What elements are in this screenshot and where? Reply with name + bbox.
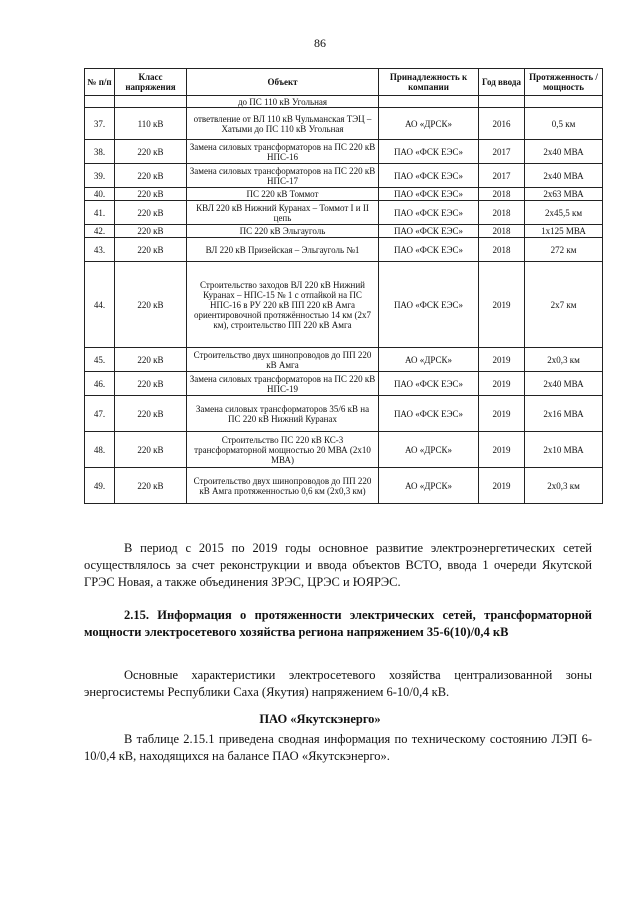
table-cell: Замена силовых трансформаторов на ПС 220 кВ НПС-19 [187,372,379,396]
table-cell: 220 кВ [115,396,187,432]
header-cell: Объект [187,69,379,96]
table-cell: 2018 [479,225,525,238]
table-cell: 2х0,3 км [525,348,603,372]
table-cell: ПАО «ФСК ЕЭС» [379,201,479,225]
header-cell: № п/п [85,69,115,96]
table-cell: 39. [85,164,115,188]
table-row [85,262,603,348]
table-cell [115,96,187,108]
table-cell: 2018 [479,201,525,225]
table-cell: ПАО «ФСК ЕЭС» [379,225,479,238]
table-cell: 2х0,3 км [525,468,603,504]
table-cell: 220 кВ [115,432,187,468]
table-cell: Строительство двух шинопроводов до ПП 220 кВ Амга протяженностью 0,6 км (2х0,3 км) [187,468,379,504]
table-cell: 2х40 МВА [525,372,603,396]
table-cell: 43. [85,238,115,262]
table-cell: 47. [85,396,115,432]
table-header-row [85,69,603,96]
table-row [85,140,603,164]
table-row [85,348,603,372]
table-cell: 110 кВ [115,108,187,140]
table-cell: 2017 [479,164,525,188]
table-row [85,238,603,262]
table-cell: ПАО «ФСК ЕЭС» [379,238,479,262]
table-cell [85,96,115,108]
table-cell: 2016 [479,108,525,140]
table-row [85,108,603,140]
table-cell: 45. [85,348,115,372]
table-cell: 2019 [479,432,525,468]
table-cell: 220 кВ [115,164,187,188]
table-cell: Замена силовых трансформаторов на ПС 220 кВ НПС-17 [187,164,379,188]
table-cell: 2х7 км [525,262,603,348]
table-row [85,188,603,201]
table-cell [379,96,479,108]
table-cell: Строительство двух шинопроводов до ПП 220 кВ Амга [187,348,379,372]
table-cell: 220 кВ [115,201,187,225]
header-cell: Год ввода [479,69,525,96]
table-cell: 220 кВ [115,372,187,396]
table-cell: 44. [85,262,115,348]
table-cell [479,96,525,108]
table-row [85,96,603,108]
table-cell: 49. [85,468,115,504]
table-cell: 2019 [479,396,525,432]
table-cell: 220 кВ [115,188,187,201]
table-cell: 272 км [525,238,603,262]
table-row [85,164,603,188]
paragraph-characteristics: Основные характеристики электросетевого хозяйства централизованной зоны энергосистемы Республики Саха (Якутия) напряжением 6-10/0,4 кВ. [84,668,592,699]
table-cell: Замена силовых трансформаторов на ПС 220 кВ НПС-16 [187,140,379,164]
table-row [85,225,603,238]
table-cell: ПАО «ФСК ЕЭС» [379,140,479,164]
table-cell: 1х125 МВА [525,225,603,238]
table-cell: 38. [85,140,115,164]
section-heading: 2.15. Информация о протяженности электрических сетей, трансформаторной мощности электросетевого хозяйства региона напряжением 35-6(10)/0,4 кВ [84,608,592,639]
table-cell: ПАО «ФСК ЕЭС» [379,164,479,188]
table-row [85,432,603,468]
table-cell: ПС 220 кВ Томмот [187,188,379,201]
paragraph-table-intro: В таблице 2.15.1 приведена сводная информация по техническому состоянию ЛЭП 6-10/0,4 кВ, находящихся на балансе ПАО «Якутскэнерго». [84,732,592,763]
table-cell: АО «ДРСК» [379,348,479,372]
table-cell: 2х16 МВА [525,396,603,432]
table-cell: 2017 [479,140,525,164]
table-cell: 2х40 МВА [525,164,603,188]
table-cell: до ПС 110 кВ Угольная [187,96,379,108]
table-cell: 2018 [479,238,525,262]
table-cell: ответвление от ВЛ 110 кВ Чульманская ТЭЦ – Хатыми до ПС 110 кВ Угольная [187,108,379,140]
table-cell: 37. [85,108,115,140]
paragraph-development: В период с 2015 по 2019 годы основное развитие электроэнергетических сетей осуществлялось за счет реконструкции и ввода объектов ВСТО, ввода 1 очереди Якутской ГРЭС Новая, а также объединения ЗРЭС, ЦРЭС и ЮЯРЭС. [84,541,592,589]
table-cell: 220 кВ [115,348,187,372]
table-row [85,468,603,504]
table-cell: 2019 [479,262,525,348]
table-cell: КВЛ 220 кВ Нижний Куранах – Томмот I и II цепь [187,201,379,225]
table-cell: 2019 [479,348,525,372]
table-cell: Строительство заходов ВЛ 220 кВ Нижний Куранах – НПС-15 № 1 с отпайкой на ПС НПС-16 в РУ 220 кВ ПП 220 кВ Амга ориентировочной протяжённостью 14 км (2х7 км), строительство ПП 220 кВ Амга [187,262,379,348]
table-cell: Строительство ПС 220 кВ КС-3 трансформаторной мощностью 20 МВА (2х10 МВА) [187,432,379,468]
table-cell: 2019 [479,468,525,504]
table-cell: 220 кВ [115,262,187,348]
table-cell: ВЛ 220 кВ Призейская – Эльгауголь №1 [187,238,379,262]
table-cell: 2х40 МВА [525,140,603,164]
table-cell [525,96,603,108]
table-cell: ПАО «ФСК ЕЭС» [379,188,479,201]
table-cell: 46. [85,372,115,396]
table-row [85,396,603,432]
table-cell: 48. [85,432,115,468]
header-cell: Принадлежность к компании [379,69,479,96]
table-cell: 2х10 МВА [525,432,603,468]
objects-table [84,68,603,504]
table-cell: ПС 220 кВ Эльгауголь [187,225,379,238]
table-cell: АО «ДРСК» [379,468,479,504]
table-cell: 0,5 км [525,108,603,140]
table-cell: 42. [85,225,115,238]
table-cell: 220 кВ [115,225,187,238]
table-cell: ПАО «ФСК ЕЭС» [379,372,479,396]
table-cell: 220 кВ [115,238,187,262]
table-cell: 220 кВ [115,140,187,164]
table-cell: ПАО «ФСК ЕЭС» [379,262,479,348]
header-cell: Класс напряжения [115,69,187,96]
table-cell: АО «ДРСК» [379,108,479,140]
header-cell: Протяженность / мощность [525,69,603,96]
table-cell: 2019 [479,372,525,396]
table-cell: 40. [85,188,115,201]
table-cell: Замена силовых трансформаторов 35/6 кВ на ПС 220 кВ Нижний Куранах [187,396,379,432]
table-cell: 2х63 МВА [525,188,603,201]
table-cell: 2х45,5 км [525,201,603,225]
table-cell: 41. [85,201,115,225]
table-cell: 2018 [479,188,525,201]
table-cell: АО «ДРСК» [379,432,479,468]
page-number: 86 [314,36,326,50]
table-cell: 220 кВ [115,468,187,504]
table-row [85,201,603,225]
table-cell: ПАО «ФСК ЕЭС» [379,396,479,432]
table-row [85,372,603,396]
company-subheading: ПАО «Якутскэнерго» [259,712,381,726]
